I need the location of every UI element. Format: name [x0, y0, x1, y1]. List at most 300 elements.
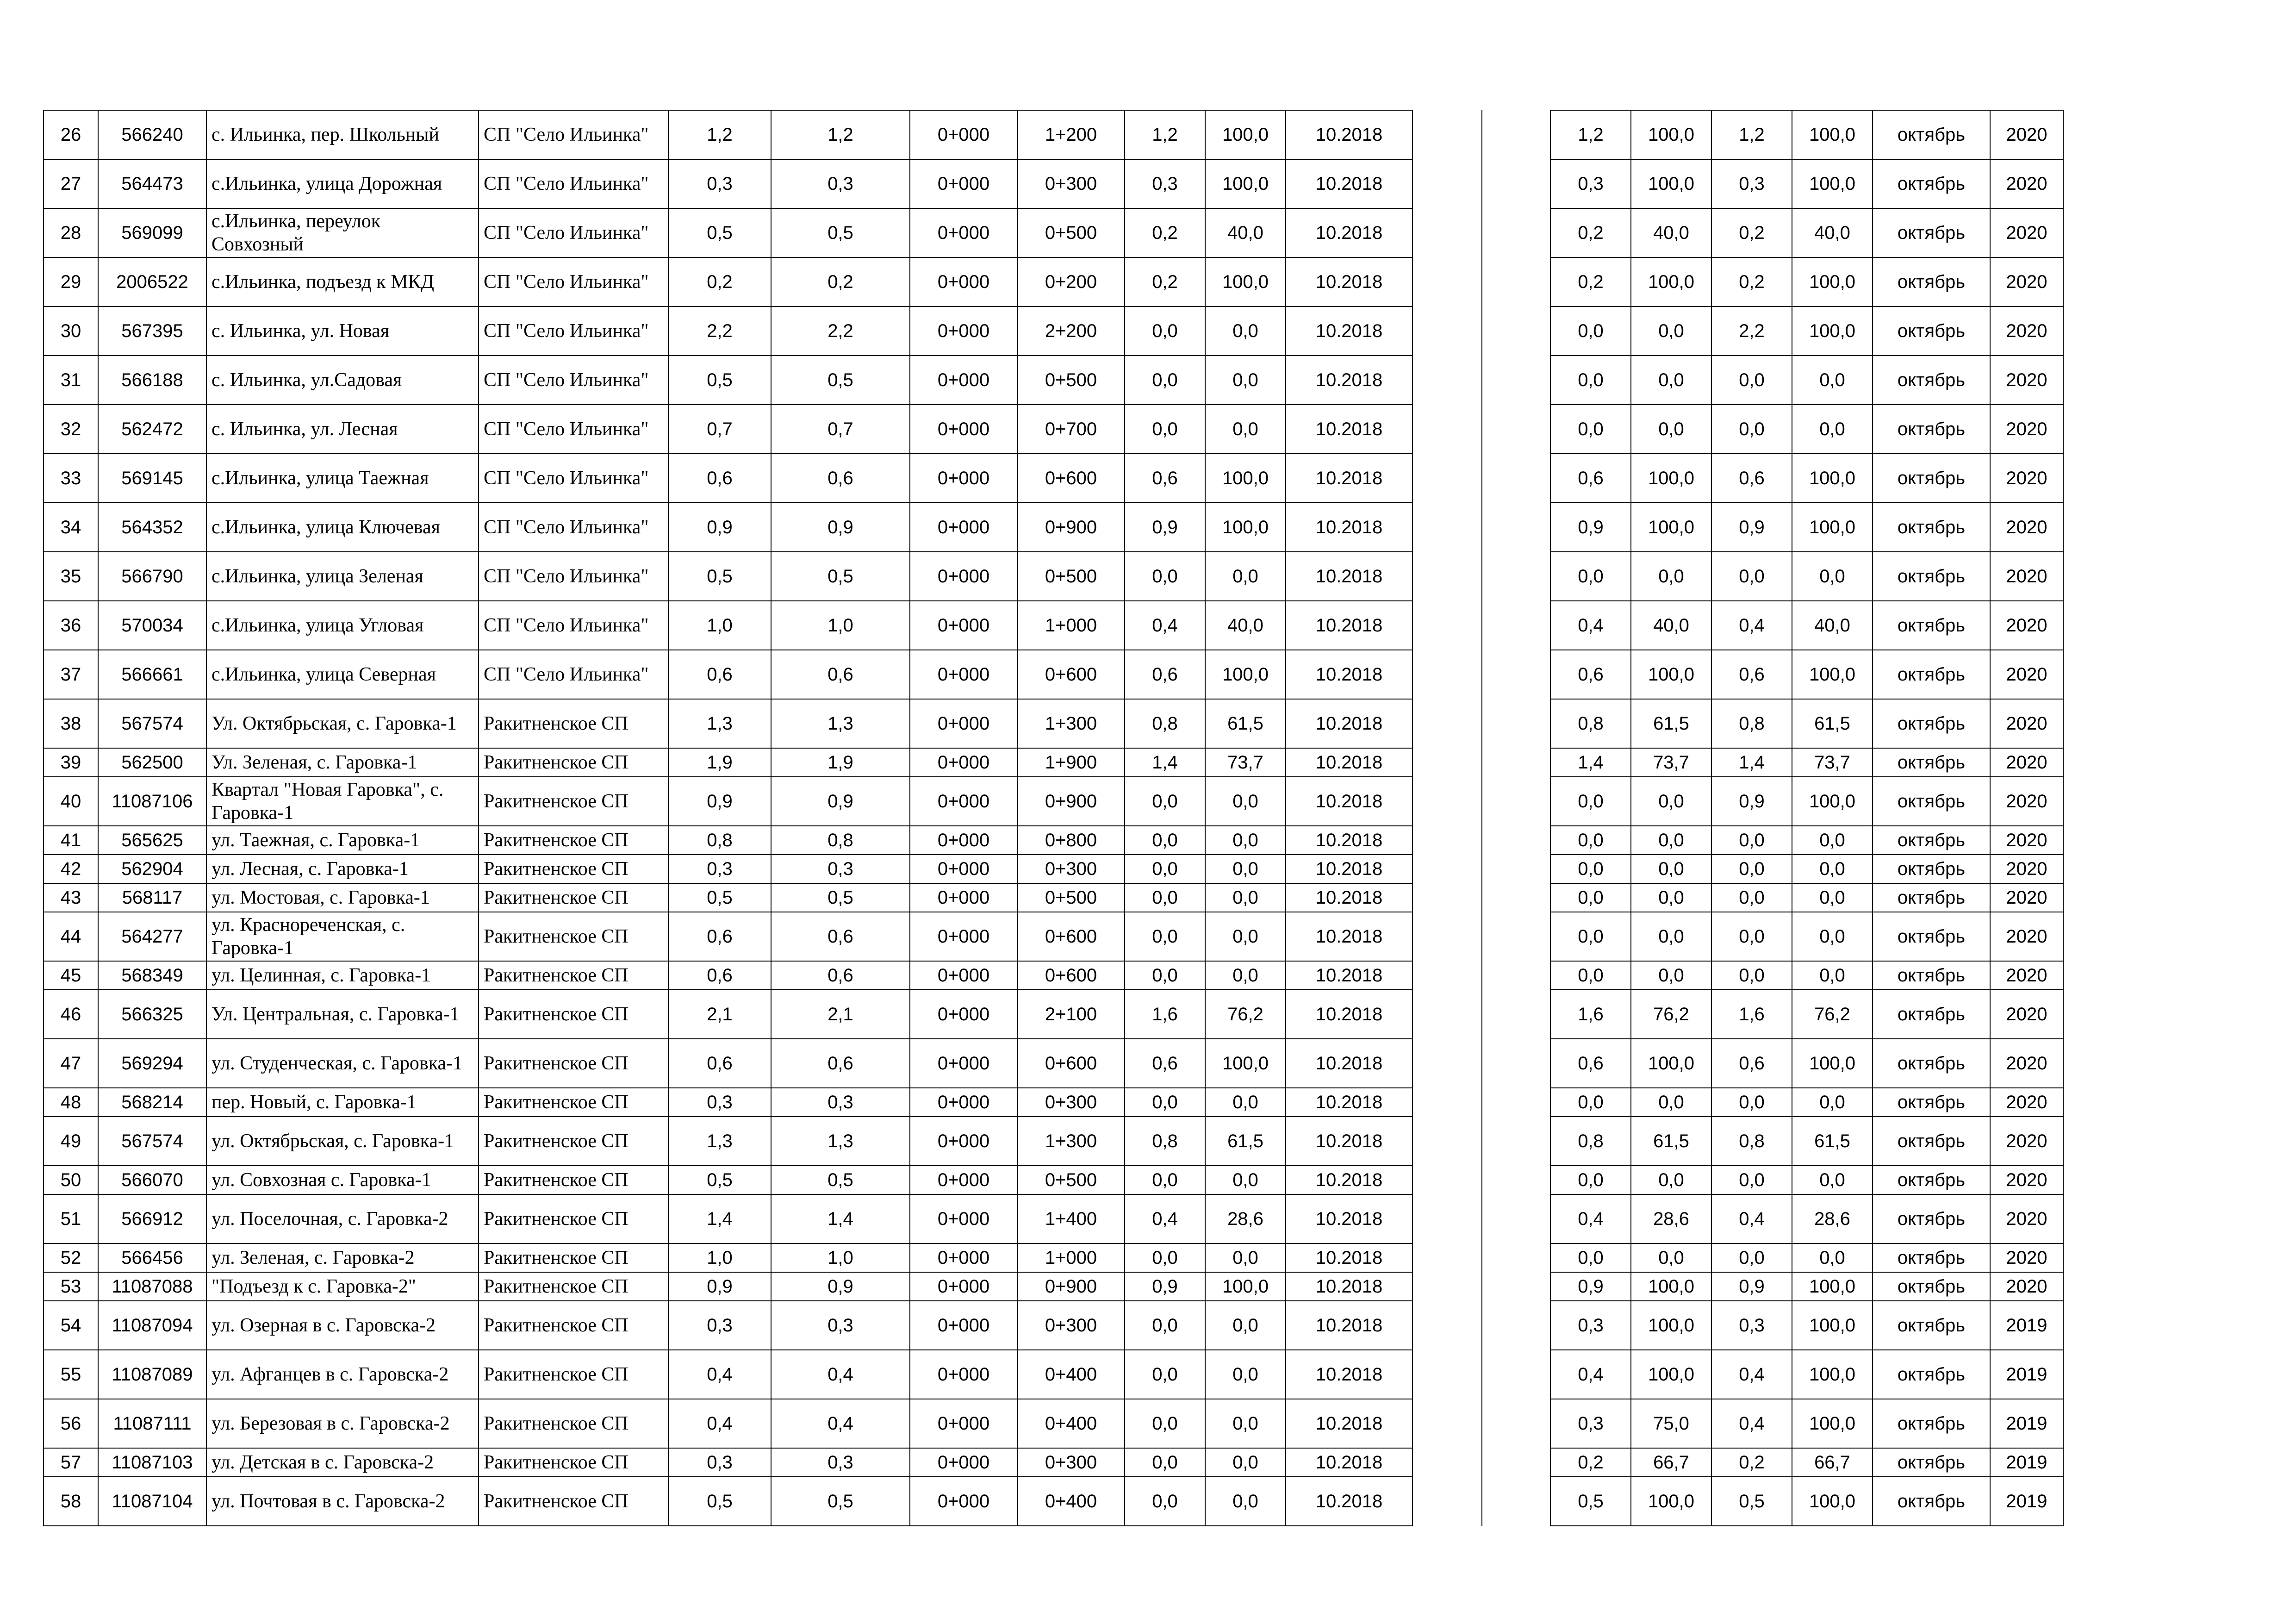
cell-blank-1: [1412, 748, 1482, 777]
cell-blank-1: [1412, 110, 1482, 159]
cell-blank-2: [1482, 1448, 1550, 1477]
cell-length-local: 0,5: [771, 1477, 910, 1526]
cell-road-code: 567574: [98, 699, 206, 748]
cell-km-end: 0+600: [1017, 1039, 1125, 1088]
cell-km-end: 0+300: [1017, 855, 1125, 883]
cell-km-end: 0+600: [1017, 912, 1125, 961]
cell-km-start: 0+000: [910, 1272, 1017, 1301]
cell-percent-1: 76,2: [1205, 990, 1286, 1039]
cell-road-name: с.Ильинка, улица Зеленая: [206, 552, 479, 601]
cell-length-total: 1,2: [668, 110, 771, 159]
cell-value-1: 0,0: [1125, 552, 1205, 601]
cell-settlement: СП "Село Ильинка": [479, 110, 668, 159]
cell-km-start: 0+000: [910, 961, 1017, 990]
cell-date: 10.2018: [1286, 454, 1412, 503]
table-row: [44, 503, 2063, 552]
cell-km-start: 0+000: [910, 1039, 1017, 1088]
cell-blank-1: [1412, 912, 1482, 961]
cell-length-total: 0,6: [668, 454, 771, 503]
cell-percent-1: 0,0: [1205, 855, 1286, 883]
cell-value-2: 0,6: [1550, 1039, 1631, 1088]
cell-blank-1: [1412, 777, 1482, 826]
cell-value-1: 0,3: [1125, 159, 1205, 208]
cell-date: 10.2018: [1286, 1448, 1412, 1477]
cell-percent-2: 61,5: [1631, 1117, 1711, 1166]
cell-row-number: 34: [44, 503, 98, 552]
cell-percent-3: 100,0: [1792, 1399, 1873, 1448]
cell-row-number: 51: [44, 1194, 98, 1243]
cell-percent-2: 40,0: [1631, 208, 1711, 257]
cell-km-end: 0+300: [1017, 1088, 1125, 1117]
cell-percent-1: 0,0: [1205, 1399, 1286, 1448]
cell-month: октябрь: [1873, 699, 1990, 748]
cell-settlement: Ракитненское СП: [479, 826, 668, 855]
cell-value-2: 0,4: [1550, 601, 1631, 650]
cell-blank-2: [1482, 405, 1550, 454]
cell-date: 10.2018: [1286, 257, 1412, 306]
cell-length-total: 2,2: [668, 306, 771, 356]
cell-km-end: 0+600: [1017, 454, 1125, 503]
cell-row-number: 43: [44, 883, 98, 912]
cell-value-1: 0,0: [1125, 1166, 1205, 1194]
cell-settlement: Ракитненское СП: [479, 1039, 668, 1088]
cell-percent-3: 100,0: [1792, 454, 1873, 503]
cell-date: 10.2018: [1286, 650, 1412, 699]
cell-length-total: 0,6: [668, 961, 771, 990]
cell-value-2: 1,4: [1550, 748, 1631, 777]
cell-percent-1: 0,0: [1205, 1477, 1286, 1526]
cell-length-total: 0,5: [668, 552, 771, 601]
cell-road-code: 11087103: [98, 1448, 206, 1477]
cell-percent-2: 100,0: [1631, 257, 1711, 306]
cell-date: 10.2018: [1286, 912, 1412, 961]
cell-length-local: 1,2: [771, 110, 910, 159]
cell-blank-1: [1412, 1399, 1482, 1448]
cell-percent-2: 75,0: [1631, 1399, 1711, 1448]
cell-km-end: 0+300: [1017, 159, 1125, 208]
cell-year: 2019: [1990, 1477, 2063, 1526]
cell-value-2: 0,0: [1550, 826, 1631, 855]
cell-date: 10.2018: [1286, 503, 1412, 552]
cell-road-name: ул. Таежная, с. Гаровка-1: [206, 826, 479, 855]
cell-road-name: ул. Целинная, с. Гаровка-1: [206, 961, 479, 990]
cell-km-start: 0+000: [910, 601, 1017, 650]
table-row: [44, 1399, 2063, 1448]
cell-value-3: 0,0: [1711, 961, 1792, 990]
cell-value-2: 0,0: [1550, 1243, 1631, 1272]
cell-length-total: 0,4: [668, 1350, 771, 1399]
cell-blank-1: [1412, 650, 1482, 699]
cell-road-name: "Подъезд к с. Гаровка-2": [206, 1272, 479, 1301]
cell-blank-2: [1482, 1194, 1550, 1243]
cell-month: октябрь: [1873, 1477, 1990, 1526]
cell-value-1: 0,8: [1125, 699, 1205, 748]
cell-road-code: 566661: [98, 650, 206, 699]
cell-value-1: 1,6: [1125, 990, 1205, 1039]
cell-row-number: 26: [44, 110, 98, 159]
cell-blank-1: [1412, 855, 1482, 883]
cell-blank-2: [1482, 1088, 1550, 1117]
cell-year: 2020: [1990, 699, 2063, 748]
cell-length-local: 1,3: [771, 699, 910, 748]
cell-settlement: Ракитненское СП: [479, 1448, 668, 1477]
cell-percent-1: 0,0: [1205, 1088, 1286, 1117]
cell-settlement: Ракитненское СП: [479, 1301, 668, 1350]
cell-blank-1: [1412, 1088, 1482, 1117]
cell-km-start: 0+000: [910, 306, 1017, 356]
cell-length-local: 1,9: [771, 748, 910, 777]
cell-blank-1: [1412, 306, 1482, 356]
cell-year: 2020: [1990, 990, 2063, 1039]
cell-value-3: 0,8: [1711, 699, 1792, 748]
cell-km-start: 0+000: [910, 650, 1017, 699]
cell-km-start: 0+000: [910, 1448, 1017, 1477]
cell-km-end: 0+400: [1017, 1477, 1125, 1526]
cell-year: 2020: [1990, 257, 2063, 306]
cell-percent-2: 0,0: [1631, 1243, 1711, 1272]
cell-percent-3: 0,0: [1792, 855, 1873, 883]
cell-percent-2: 100,0: [1631, 1301, 1711, 1350]
cell-percent-1: 40,0: [1205, 601, 1286, 650]
cell-row-number: 36: [44, 601, 98, 650]
cell-settlement: СП "Село Ильинка": [479, 552, 668, 601]
cell-percent-3: 28,6: [1792, 1194, 1873, 1243]
cell-blank-2: [1482, 1166, 1550, 1194]
cell-percent-3: 0,0: [1792, 912, 1873, 961]
cell-road-name: с.Ильинка, улица Ключевая: [206, 503, 479, 552]
cell-value-1: 0,0: [1125, 777, 1205, 826]
cell-percent-3: 0,0: [1792, 405, 1873, 454]
cell-value-3: 0,0: [1711, 1243, 1792, 1272]
cell-percent-3: 100,0: [1792, 1301, 1873, 1350]
cell-length-total: 0,5: [668, 208, 771, 257]
cell-percent-1: 61,5: [1205, 1117, 1286, 1166]
cell-row-number: 28: [44, 208, 98, 257]
cell-length-total: 2,1: [668, 990, 771, 1039]
cell-road-code: 566456: [98, 1243, 206, 1272]
cell-month: октябрь: [1873, 356, 1990, 405]
cell-year: 2020: [1990, 883, 2063, 912]
cell-blank-2: [1482, 1477, 1550, 1526]
cell-row-number: 30: [44, 306, 98, 356]
cell-km-start: 0+000: [910, 1088, 1017, 1117]
cell-date: 10.2018: [1286, 1350, 1412, 1399]
cell-month: октябрь: [1873, 826, 1990, 855]
cell-percent-1: 0,0: [1205, 826, 1286, 855]
table-row: [44, 990, 2063, 1039]
cell-length-local: 0,9: [771, 1272, 910, 1301]
cell-year: 2020: [1990, 1117, 2063, 1166]
cell-road-name: ул. Озерная в с. Гаровска-2: [206, 1301, 479, 1350]
cell-row-number: 38: [44, 699, 98, 748]
table-row: [44, 748, 2063, 777]
cell-date: 10.2018: [1286, 990, 1412, 1039]
cell-length-total: 0,5: [668, 1166, 771, 1194]
table-row: [44, 1088, 2063, 1117]
cell-km-end: 0+500: [1017, 883, 1125, 912]
cell-month: октябрь: [1873, 990, 1990, 1039]
cell-percent-3: 100,0: [1792, 159, 1873, 208]
cell-settlement: Ракитненское СП: [479, 748, 668, 777]
cell-length-local: 0,9: [771, 777, 910, 826]
cell-percent-2: 100,0: [1631, 1039, 1711, 1088]
cell-blank-1: [1412, 601, 1482, 650]
cell-value-3: 0,8: [1711, 1117, 1792, 1166]
cell-settlement: СП "Село Ильинка": [479, 405, 668, 454]
cell-value-1: 0,0: [1125, 826, 1205, 855]
cell-percent-3: 76,2: [1792, 990, 1873, 1039]
cell-road-name: пер. Новый, с. Гаровка-1: [206, 1088, 479, 1117]
cell-road-code: 11087104: [98, 1477, 206, 1526]
cell-month: октябрь: [1873, 1088, 1990, 1117]
cell-length-total: 1,4: [668, 1194, 771, 1243]
cell-row-number: 39: [44, 748, 98, 777]
cell-blank-1: [1412, 552, 1482, 601]
cell-year: 2020: [1990, 159, 2063, 208]
cell-length-total: 0,3: [668, 1088, 771, 1117]
cell-km-start: 0+000: [910, 912, 1017, 961]
cell-date: 10.2018: [1286, 601, 1412, 650]
cell-settlement: Ракитненское СП: [479, 855, 668, 883]
cell-value-1: 0,0: [1125, 1301, 1205, 1350]
cell-road-code: 11087094: [98, 1301, 206, 1350]
cell-road-code: 11087088: [98, 1272, 206, 1301]
cell-road-code: 568214: [98, 1088, 206, 1117]
cell-road-name: ул. Октябрьская, с. Гаровка-1: [206, 1117, 479, 1166]
cell-km-end: 0+400: [1017, 1350, 1125, 1399]
cell-km-end: 0+600: [1017, 650, 1125, 699]
cell-percent-1: 28,6: [1205, 1194, 1286, 1243]
cell-blank-1: [1412, 257, 1482, 306]
cell-value-1: 0,0: [1125, 1477, 1205, 1526]
cell-date: 10.2018: [1286, 306, 1412, 356]
cell-km-end: 1+900: [1017, 748, 1125, 777]
cell-blank-2: [1482, 990, 1550, 1039]
cell-value-3: 0,2: [1711, 208, 1792, 257]
roads-table: [43, 110, 2064, 1526]
cell-percent-3: 0,0: [1792, 1088, 1873, 1117]
cell-road-name: с. Ильинка, ул. Лесная: [206, 405, 479, 454]
cell-road-name: ул. Мостовая, с. Гаровка-1: [206, 883, 479, 912]
cell-settlement: СП "Село Ильинка": [479, 454, 668, 503]
table-row: [44, 1350, 2063, 1399]
table-row: [44, 912, 2063, 961]
cell-row-number: 55: [44, 1350, 98, 1399]
cell-year: 2019: [1990, 1350, 2063, 1399]
cell-road-code: 11087106: [98, 777, 206, 826]
cell-blank-1: [1412, 503, 1482, 552]
cell-date: 10.2018: [1286, 1088, 1412, 1117]
cell-blank-2: [1482, 699, 1550, 748]
cell-length-local: 0,5: [771, 552, 910, 601]
cell-percent-1: 100,0: [1205, 159, 1286, 208]
cell-value-2: 1,2: [1550, 110, 1631, 159]
cell-road-name: ул. Березовая в с. Гаровска-2: [206, 1399, 479, 1448]
cell-percent-3: 61,5: [1792, 699, 1873, 748]
cell-percent-1: 0,0: [1205, 1448, 1286, 1477]
cell-month: октябрь: [1873, 748, 1990, 777]
cell-km-start: 0+000: [910, 159, 1017, 208]
cell-blank-2: [1482, 855, 1550, 883]
cell-percent-3: 40,0: [1792, 601, 1873, 650]
cell-length-local: 1,0: [771, 601, 910, 650]
cell-length-local: 0,6: [771, 454, 910, 503]
cell-value-2: 0,0: [1550, 405, 1631, 454]
cell-row-number: 32: [44, 405, 98, 454]
cell-length-local: 0,4: [771, 1399, 910, 1448]
cell-km-start: 0+000: [910, 699, 1017, 748]
cell-road-name: ул. Краснореченская, с. Гаровка-1: [206, 912, 479, 961]
cell-value-3: 0,0: [1711, 912, 1792, 961]
cell-length-total: 1,3: [668, 1117, 771, 1166]
cell-length-total: 0,5: [668, 1477, 771, 1526]
cell-percent-2: 40,0: [1631, 601, 1711, 650]
table-row: [44, 961, 2063, 990]
cell-year: 2020: [1990, 503, 2063, 552]
cell-value-2: 0,4: [1550, 1350, 1631, 1399]
table-row: [44, 159, 2063, 208]
cell-month: октябрь: [1873, 650, 1990, 699]
cell-date: 10.2018: [1286, 826, 1412, 855]
cell-percent-3: 100,0: [1792, 503, 1873, 552]
cell-blank-1: [1412, 1350, 1482, 1399]
cell-percent-1: 100,0: [1205, 454, 1286, 503]
cell-blank-1: [1412, 990, 1482, 1039]
cell-date: 10.2018: [1286, 405, 1412, 454]
cell-km-start: 0+000: [910, 777, 1017, 826]
cell-percent-1: 0,0: [1205, 1350, 1286, 1399]
cell-road-code: 566188: [98, 356, 206, 405]
cell-road-code: 11087089: [98, 1350, 206, 1399]
cell-settlement: СП "Село Ильинка": [479, 159, 668, 208]
cell-percent-3: 61,5: [1792, 1117, 1873, 1166]
cell-km-end: 1+400: [1017, 1194, 1125, 1243]
cell-date: 10.2018: [1286, 777, 1412, 826]
cell-value-2: 0,2: [1550, 257, 1631, 306]
cell-road-name: Квартал "Новая Гаровка", с. Гаровка-1: [206, 777, 479, 826]
cell-value-1: 0,0: [1125, 961, 1205, 990]
cell-value-1: 0,0: [1125, 1243, 1205, 1272]
cell-value-1: 0,0: [1125, 356, 1205, 405]
cell-road-code: 11087111: [98, 1399, 206, 1448]
cell-value-2: 0,0: [1550, 552, 1631, 601]
cell-month: октябрь: [1873, 159, 1990, 208]
cell-value-3: 0,3: [1711, 1301, 1792, 1350]
cell-year: 2020: [1990, 1039, 2063, 1088]
cell-blank-2: [1482, 1350, 1550, 1399]
cell-km-start: 0+000: [910, 1194, 1017, 1243]
cell-road-name: ул. Детская в с. Гаровска-2: [206, 1448, 479, 1477]
cell-row-number: 53: [44, 1272, 98, 1301]
cell-km-end: 1+300: [1017, 699, 1125, 748]
cell-settlement: Ракитненское СП: [479, 990, 668, 1039]
cell-blank-2: [1482, 912, 1550, 961]
table-row: [44, 208, 2063, 257]
cell-settlement: Ракитненское СП: [479, 1088, 668, 1117]
cell-blank-1: [1412, 1477, 1482, 1526]
cell-blank-2: [1482, 503, 1550, 552]
cell-month: октябрь: [1873, 855, 1990, 883]
cell-length-total: 0,2: [668, 257, 771, 306]
cell-percent-2: 76,2: [1631, 990, 1711, 1039]
cell-month: октябрь: [1873, 454, 1990, 503]
cell-km-end: 0+900: [1017, 503, 1125, 552]
cell-km-start: 0+000: [910, 110, 1017, 159]
cell-blank-1: [1412, 159, 1482, 208]
cell-road-code: 570034: [98, 601, 206, 650]
cell-road-code: 562472: [98, 405, 206, 454]
cell-row-number: 45: [44, 961, 98, 990]
cell-blank-1: [1412, 826, 1482, 855]
cell-length-local: 0,5: [771, 356, 910, 405]
cell-value-3: 0,0: [1711, 826, 1792, 855]
cell-percent-2: 100,0: [1631, 1477, 1711, 1526]
cell-road-name: с.Ильинка, подъезд к МКД: [206, 257, 479, 306]
cell-percent-1: 0,0: [1205, 777, 1286, 826]
cell-length-total: 0,6: [668, 1039, 771, 1088]
cell-percent-1: 73,7: [1205, 748, 1286, 777]
cell-km-start: 0+000: [910, 883, 1017, 912]
cell-settlement: Ракитненское СП: [479, 912, 668, 961]
cell-date: 10.2018: [1286, 883, 1412, 912]
cell-blank-1: [1412, 1448, 1482, 1477]
table-row: [44, 110, 2063, 159]
cell-value-2: 0,6: [1550, 454, 1631, 503]
cell-month: октябрь: [1873, 1166, 1990, 1194]
cell-blank-1: [1412, 454, 1482, 503]
cell-date: 10.2018: [1286, 748, 1412, 777]
cell-km-start: 0+000: [910, 1477, 1017, 1526]
cell-month: октябрь: [1873, 110, 1990, 159]
cell-blank-2: [1482, 110, 1550, 159]
cell-road-code: 562904: [98, 855, 206, 883]
cell-percent-1: 0,0: [1205, 552, 1286, 601]
cell-value-3: 0,2: [1711, 257, 1792, 306]
cell-value-3: 0,0: [1711, 356, 1792, 405]
cell-percent-2: 0,0: [1631, 826, 1711, 855]
cell-row-number: 56: [44, 1399, 98, 1448]
cell-settlement: СП "Село Ильинка": [479, 306, 668, 356]
cell-year: 2020: [1990, 208, 2063, 257]
cell-percent-2: 100,0: [1631, 650, 1711, 699]
cell-km-end: 1+000: [1017, 1243, 1125, 1272]
cell-blank-1: [1412, 405, 1482, 454]
cell-percent-3: 100,0: [1792, 1039, 1873, 1088]
cell-km-end: 0+500: [1017, 356, 1125, 405]
cell-km-end: 0+400: [1017, 1399, 1125, 1448]
cell-percent-1: 0,0: [1205, 1166, 1286, 1194]
cell-percent-3: 100,0: [1792, 777, 1873, 826]
cell-row-number: 29: [44, 257, 98, 306]
table-body: [44, 110, 2063, 1526]
table-row: [44, 1039, 2063, 1088]
cell-km-start: 0+000: [910, 1117, 1017, 1166]
table-row: [44, 552, 2063, 601]
cell-percent-2: 100,0: [1631, 159, 1711, 208]
cell-road-name: с.Ильинка, улица Таежная: [206, 454, 479, 503]
cell-month: октябрь: [1873, 1243, 1990, 1272]
cell-percent-3: 100,0: [1792, 1477, 1873, 1526]
cell-year: 2019: [1990, 1301, 2063, 1350]
cell-blank-2: [1482, 552, 1550, 601]
cell-row-number: 47: [44, 1039, 98, 1088]
cell-length-local: 0,6: [771, 961, 910, 990]
cell-road-code: 564473: [98, 159, 206, 208]
cell-date: 10.2018: [1286, 699, 1412, 748]
cell-km-end: 0+600: [1017, 961, 1125, 990]
cell-length-local: 0,8: [771, 826, 910, 855]
cell-month: октябрь: [1873, 1117, 1990, 1166]
